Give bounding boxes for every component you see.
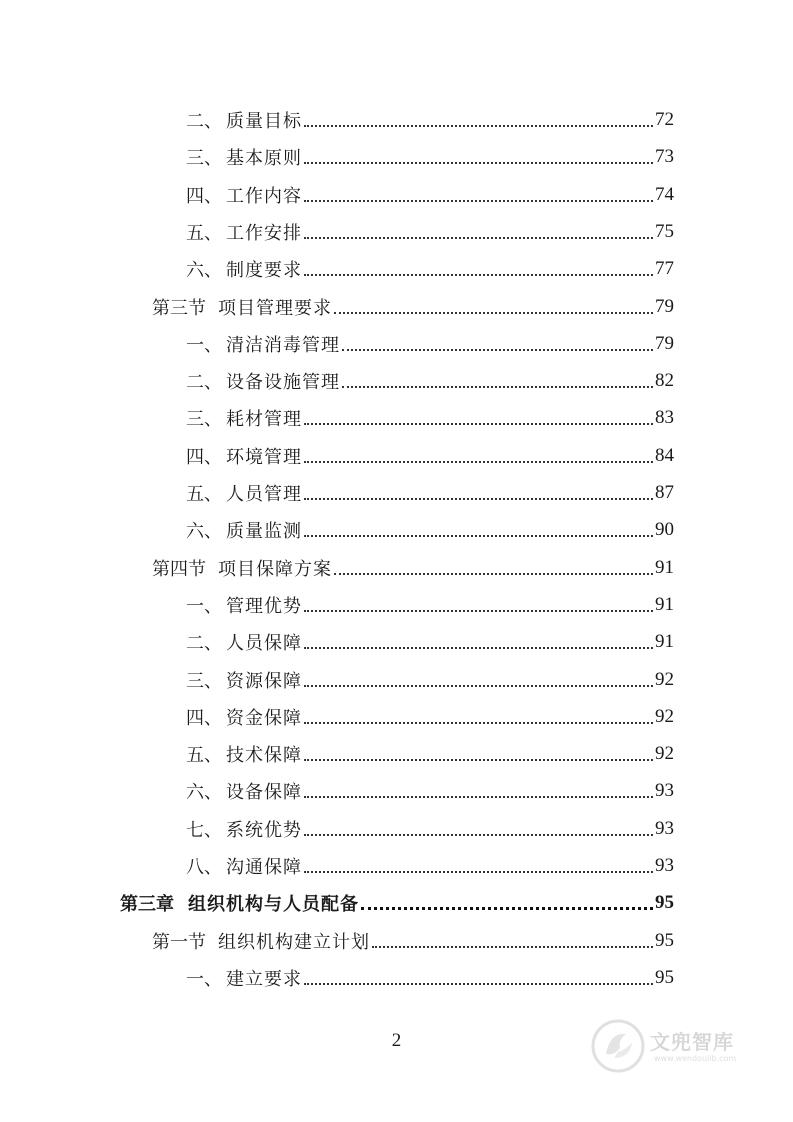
toc-entry-item[interactable] xyxy=(186,586,674,623)
toc-entry-section[interactable] xyxy=(152,549,674,586)
toc-entry-item[interactable] xyxy=(186,474,674,511)
toc-entry-title: 人员管理 xyxy=(226,483,302,505)
toc-dot-leader xyxy=(304,721,653,724)
toc-entry-page: 95 xyxy=(655,929,674,951)
toc-entry-page: 79 xyxy=(655,332,674,354)
toc-entry-item[interactable] xyxy=(186,101,674,138)
toc-entry-page: 82 xyxy=(655,369,674,391)
toc-entry-title: 设备设施管理 xyxy=(226,371,340,393)
toc-dot-leader xyxy=(304,460,653,463)
toc-entry-item[interactable] xyxy=(186,698,674,735)
toc-entry-page: 74 xyxy=(655,183,674,205)
toc-entry-page: 79 xyxy=(655,295,674,317)
toc-dot-leader xyxy=(304,833,653,836)
toc-entry-item[interactable] xyxy=(186,437,674,474)
toc-entry-number: 二、 xyxy=(186,371,222,393)
toc-entry-page: 87 xyxy=(655,481,674,503)
toc-entry-number: 第三节 xyxy=(152,297,206,319)
toc-entry-title: 基本原则 xyxy=(226,147,302,169)
toc-entry-section[interactable] xyxy=(152,288,674,325)
toc-entry-item[interactable] xyxy=(186,959,674,996)
toc-dot-leader xyxy=(361,906,653,910)
toc-entry-number: 二、 xyxy=(186,110,222,132)
toc-entry-title: 耗材管理 xyxy=(226,408,302,430)
toc-entry-title: 人员保障 xyxy=(226,632,302,654)
toc-entry-title: 质量目标 xyxy=(226,110,302,132)
toc-dot-leader xyxy=(304,422,653,425)
toc-entry-title: 管理优势 xyxy=(226,595,302,617)
toc-entry-title: 质量监测 xyxy=(226,520,302,542)
toc-dot-leader xyxy=(304,497,653,500)
toc-entry-number: 四、 xyxy=(186,446,222,468)
toc-entry-number: 七、 xyxy=(186,819,222,841)
toc-entry-item[interactable] xyxy=(186,250,674,287)
watermark-url: www.wendoulib.com xyxy=(654,1054,737,1063)
toc-dot-leader xyxy=(342,348,653,351)
toc-entry-number: 四、 xyxy=(186,185,222,207)
toc-entry-item[interactable] xyxy=(186,735,674,772)
toc-entry-page: 92 xyxy=(655,742,674,764)
toc-entry-title: 项目保障方案 xyxy=(218,558,332,580)
wendou-logo-icon xyxy=(590,1018,646,1074)
toc-entry-number: 八、 xyxy=(186,856,222,878)
toc-entry-title: 工作内容 xyxy=(226,185,302,207)
toc-entry-title: 清洁消毒管理 xyxy=(226,334,340,356)
toc-entry-page: 77 xyxy=(655,257,674,279)
toc-dot-leader xyxy=(342,385,653,388)
toc-entry-title: 建立要求 xyxy=(226,968,302,990)
toc-dot-leader xyxy=(304,273,653,276)
toc-entry-item[interactable] xyxy=(186,661,674,698)
toc-dot-leader xyxy=(304,982,653,985)
toc-dot-leader xyxy=(304,870,653,873)
toc-entry-title: 项目管理要求 xyxy=(218,297,332,319)
toc-dot-leader xyxy=(304,684,653,687)
toc-entry-title: 系统优势 xyxy=(226,819,302,841)
toc-entry-page: 91 xyxy=(655,556,674,578)
toc-entry-title: 资金保障 xyxy=(226,707,302,729)
toc-entry-item[interactable] xyxy=(186,399,674,436)
toc-entry-number: 二、 xyxy=(186,632,222,654)
toc-entry-number: 第三章 xyxy=(120,893,174,915)
toc-entry-page: 73 xyxy=(655,145,674,167)
toc-entry-item[interactable] xyxy=(186,138,674,175)
toc-entry-number: 三、 xyxy=(186,670,222,692)
watermark xyxy=(590,1018,760,1076)
toc-entry-number: 一、 xyxy=(186,595,222,617)
toc-entry-title: 工作安排 xyxy=(226,222,302,244)
toc-entry-page: 95 xyxy=(655,966,674,988)
toc-entry-item[interactable] xyxy=(186,325,674,362)
toc-entry-item[interactable] xyxy=(186,847,674,884)
toc-entry-page: 93 xyxy=(655,817,674,839)
toc-entry-item[interactable] xyxy=(186,213,674,250)
toc-entry-page: 93 xyxy=(655,779,674,801)
watermark-name: 文兜智库 xyxy=(650,1030,734,1054)
toc-entry-item[interactable] xyxy=(186,176,674,213)
toc-entry-number: 一、 xyxy=(186,334,222,356)
toc-dot-leader xyxy=(334,572,653,575)
toc-entry-page: 75 xyxy=(655,220,674,242)
toc-dot-leader xyxy=(304,646,653,649)
toc-dot-leader xyxy=(304,609,653,612)
toc-dot-leader xyxy=(304,534,653,537)
toc-dot-leader xyxy=(334,311,653,314)
toc-dot-leader xyxy=(304,161,653,164)
toc-entry-number: 五、 xyxy=(186,744,222,766)
toc-entry-page: 91 xyxy=(655,630,674,652)
toc-entry-number: 六、 xyxy=(186,259,222,281)
toc-entry-page: 92 xyxy=(655,705,674,727)
toc-entry-chapter[interactable] xyxy=(120,884,674,921)
toc-dot-leader xyxy=(304,236,653,239)
toc-entry-title: 技术保障 xyxy=(226,744,302,766)
toc-entry-item[interactable] xyxy=(186,810,674,847)
toc-entry-number: 六、 xyxy=(186,520,222,542)
toc-entry-title: 组织机构与人员配备 xyxy=(188,893,359,915)
toc-entry-item[interactable] xyxy=(186,511,674,548)
toc-entry-page: 95 xyxy=(655,891,674,913)
toc-entry-page: 83 xyxy=(655,406,674,428)
toc-dot-leader xyxy=(304,795,653,798)
toc-dot-leader xyxy=(304,758,653,761)
toc-entry-page: 91 xyxy=(655,593,674,615)
toc-entry-title: 制度要求 xyxy=(226,259,302,281)
toc-entry-title: 组织机构建立计划 xyxy=(218,931,370,953)
toc-entry-number: 第四节 xyxy=(152,558,206,580)
toc-entry-number: 一、 xyxy=(186,968,222,990)
toc-entry-title: 沟通保障 xyxy=(226,856,302,878)
toc-entry-page: 90 xyxy=(655,518,674,540)
toc-dot-leader xyxy=(304,124,653,127)
toc-dot-leader xyxy=(304,199,653,202)
toc-entry-title: 环境管理 xyxy=(226,446,302,468)
toc-entry-number: 四、 xyxy=(186,707,222,729)
toc-entry-page: 84 xyxy=(655,444,674,466)
toc-entry-page: 93 xyxy=(655,854,674,876)
toc-entry-number: 第一节 xyxy=(152,931,206,953)
toc-entry-number: 五、 xyxy=(186,222,222,244)
toc-entry-item[interactable] xyxy=(186,623,674,660)
toc-entry-section[interactable] xyxy=(152,922,674,959)
toc-entry-title: 资源保障 xyxy=(226,670,302,692)
toc-dot-leader xyxy=(372,945,653,948)
toc-entry-title: 设备保障 xyxy=(226,781,302,803)
toc-entry-page: 92 xyxy=(655,668,674,690)
toc-entry-number: 六、 xyxy=(186,781,222,803)
toc-entry-page: 72 xyxy=(655,108,674,130)
page-number: 2 xyxy=(391,1030,402,1051)
toc-entry-number: 五、 xyxy=(186,483,222,505)
toc-entry-item[interactable] xyxy=(186,362,674,399)
toc-entry-number: 三、 xyxy=(186,147,222,169)
toc-entry-number: 三、 xyxy=(186,408,222,430)
toc-entry-item[interactable] xyxy=(186,772,674,809)
